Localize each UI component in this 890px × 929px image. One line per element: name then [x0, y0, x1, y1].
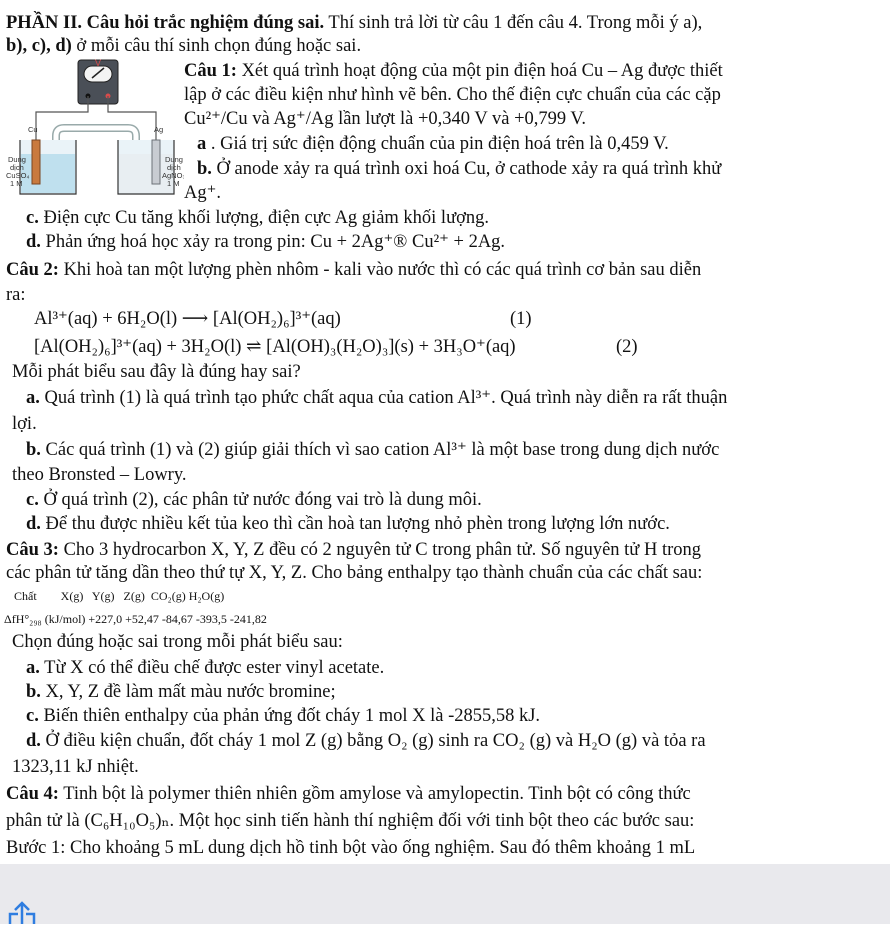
- q2-line-1: Câu 2: Khi hoà tan một lượng phèn nhôm - kali vào nước thì có các quá trình cơ bản sau diễn: [6, 260, 702, 280]
- q2-option-a-cont: lợi.: [12, 414, 37, 434]
- q2-option-a: a. Quá trình (1) là quá trình tạo phức chất aqua của cation Al³⁺. Quá trình này diễn ra rất thuận: [26, 388, 728, 408]
- svg-text:CuSO₄: CuSO₄: [6, 171, 30, 180]
- q1-line-3: Cu²⁺/Cu và Ag⁺/Ag lần lượt là +0,340 V và +0,799 V.: [184, 109, 587, 129]
- q1-option-b-cont: Ag⁺.: [184, 183, 221, 203]
- share-icon: [4, 900, 40, 924]
- q1-option-c: c. Điện cực Cu tăng khối lượng, điện cực Ag giảm khối lượng.: [26, 208, 490, 228]
- q1-label: Câu 1:: [184, 61, 237, 81]
- part-intro-2: ở mỗi câu thí sinh chọn đúng hoặc sai.: [71, 36, 362, 56]
- q2-label: Câu 2:: [6, 260, 59, 280]
- right-electrode-label: Ag: [154, 125, 164, 134]
- q4-line-1: Câu 4: Tinh bột là polymer thiên nhiên gồm amylose và amylopectin. Tinh bột có công thức: [6, 784, 691, 804]
- svg-text:Dung: Dung: [8, 155, 26, 164]
- q2-prompt: Mỗi phát biểu sau đây là đúng hay sai?: [12, 362, 301, 382]
- viewer-toolbar: [0, 864, 890, 924]
- q2-equation-2-number: (2): [616, 337, 638, 357]
- enthalpy-table-header: Chất X(g) Y(g) Z(g) CO₂(g) H₂O(g): [14, 589, 225, 603]
- q4-label: Câu 4:: [6, 784, 59, 804]
- part-header-line-2: [6, 35, 361, 57]
- part-title: PHẦN II. Câu hỏi trắc nghiệm đúng sai.: [6, 13, 325, 33]
- q1-option-d: d. Phản ứng hoá học xảy ra trong pin: Cu + 2Ag⁺® Cu²⁺ + 2Ag.: [26, 232, 506, 252]
- q2-option-c: c. Ở quá trình (2), các phân tử nước đóng vai trò là dung môi.: [26, 490, 482, 510]
- galvanic-cell-diagram: [6, 56, 184, 196]
- svg-text:1 M: 1 M: [10, 179, 23, 188]
- svg-text:Dung: Dung: [165, 155, 183, 164]
- q3-option-b: b. X, Y, Z đề làm mất màu nước bromine;: [26, 682, 336, 702]
- q2-option-d: d. Để thu được nhiều kết tủa keo thì cần hoà tan lượng nhỏ phèn trong lượng lớn nước.: [26, 514, 670, 534]
- q3-option-a: a. Từ X có thể điều chế được ester vinyl acetate.: [26, 658, 385, 678]
- q2-equation-1: Al³⁺(aq) + 6H₂O(l) ⟶ [Al(OH₂)₆]³⁺(aq): [34, 309, 341, 329]
- left-electrode-label: Cu: [28, 125, 38, 134]
- q3-option-c: c. Biến thiên enthalpy của phản ứng đốt cháy 1 mol X là -2855,58 kJ.: [26, 706, 541, 726]
- svg-text:dịch: dịch: [167, 163, 181, 172]
- q2-option-b-cont: theo Bronsted – Lowry.: [12, 465, 187, 485]
- part-intro-1: Thí sinh trả lời từ câu 1 đến câu 4. Trong mỗi ý a),: [324, 13, 703, 33]
- q4-line-3: Bước 1: Cho khoảng 5 mL dung dịch hồ tinh bột vào ống nghiệm. Sau đó thêm khoảng 1 mL: [6, 838, 696, 858]
- part-header: [6, 12, 702, 34]
- svg-text:dịch: dịch: [10, 163, 24, 172]
- q3-option-d: d. Ở điều kiện chuẩn, đốt cháy 1 mol Z (g) bằng O₂ (g) sinh ra CO₂ (g) và H₂O (g) và tỏa ra: [26, 731, 706, 751]
- galvanic-cell-figure: [6, 56, 184, 196]
- cropped-top-strip: [0, 0, 890, 10]
- q1-line-2: lập ở các điều kiện như hình vẽ bên. Cho thế điện cực chuẩn của các cặp: [184, 85, 721, 105]
- part-intro-options: b), c), d): [6, 36, 72, 56]
- q1-option-b: b. Ở anode xảy ra quá trình oxi hoá Cu, ở cathode xảy ra quá trình khử: [197, 159, 722, 179]
- svg-text:AgNO₃: AgNO₃: [162, 171, 184, 180]
- q3-label: Câu 3:: [6, 540, 59, 560]
- q3-line-2: các phân tử tăng dần theo thứ tự X, Y, Z. Cho bảng enthalpy tạo thành chuẩn của các chất sau:: [6, 563, 703, 583]
- share-button[interactable]: [4, 900, 40, 924]
- q2-line-2: ra:: [6, 285, 26, 305]
- q3-option-d-cont: 1323,11 kJ nhiệt.: [12, 757, 139, 777]
- q2-equation-2: [Al(OH₂)₆]³⁺(aq) + 3H₂O(l) ⇌ [Al(OH)₃(H₂O)₃](s) + 3H₃O⁺(aq): [34, 337, 516, 357]
- ag-electrode: [152, 140, 160, 184]
- q1-option-a: a . Giá trị sức điện động chuẩn của pin điện hoá trên là 0,459 V.: [197, 134, 669, 154]
- q1-line-1: Câu 1: Xét quá trình hoạt động của một pin điện hoá Cu – Ag được thiết: [184, 61, 723, 81]
- svg-text:1 M: 1 M: [167, 179, 180, 188]
- q3-prompt: Chọn đúng hoặc sai trong mỗi phát biểu sau:: [12, 632, 343, 652]
- voltmeter-label: V: [94, 58, 102, 68]
- enthalpy-table-row: ΔfH°₂₉₈ (kJ/mol) +227,0 +52,47 -84,67 -393,5 -241,82: [4, 612, 267, 626]
- cu-electrode: [32, 140, 40, 184]
- q2-option-b: b. Các quá trình (1) và (2) giúp giải thích vì sao cation Al³⁺ là một base trong dung dịch nước: [26, 440, 720, 460]
- q2-equation-1-number: (1): [510, 309, 532, 329]
- q4-line-2: phân tử là (C₆H₁₀O₅)ₙ. Một học sinh tiến hành thí nghiệm đối với tinh bột theo các bước sau:: [6, 811, 695, 831]
- q3-line-1: Câu 3: Cho 3 hydrocarbon X, Y, Z đều có 2 nguyên tử C trong phân tử. Số nguyên tử H trong: [6, 540, 701, 560]
